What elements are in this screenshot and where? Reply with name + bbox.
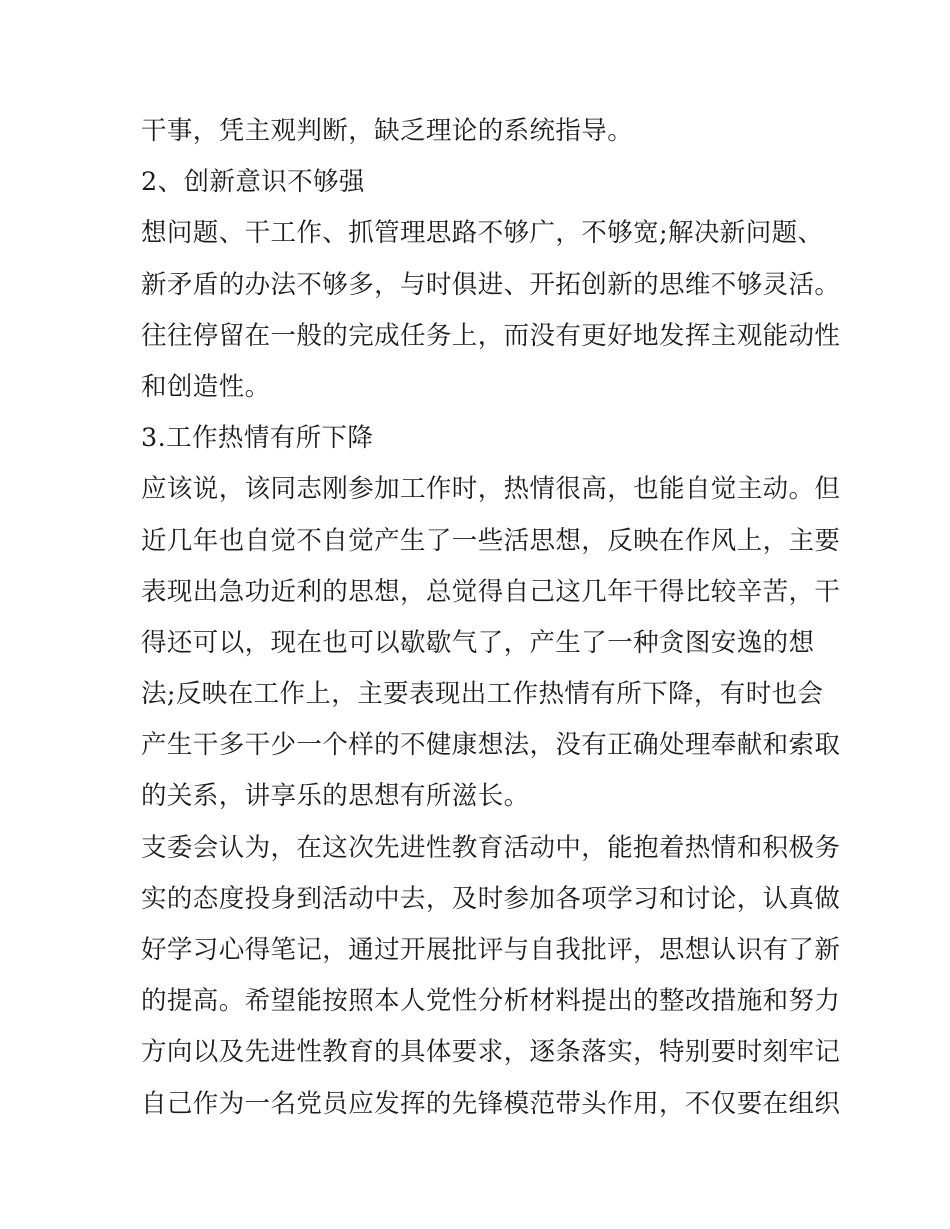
text-line: 和创造性。: [141, 371, 271, 402]
text-line: 的提高。希望能按照本人党性分析材料提出的整改措施和努力: [141, 986, 841, 1017]
text-line: 产生干多干少一个样的不健康想法，没有正确处理奉献和索取: [141, 730, 841, 761]
text-line: 往往停留在一般的完成任务上，而没有更好地发挥主观能动性: [141, 320, 841, 351]
text-line: 方向以及先进性教育的具体要求，逐条落实，特别要时刻牢记: [141, 1037, 841, 1068]
text-line: 实的态度投身到活动中去，及时参加各项学习和讨论，认真做: [141, 883, 841, 914]
text-line: 干事，凭主观判断，缺乏理论的系统指导。: [141, 116, 634, 146]
text-line: 得还可以，现在也可以歇歇气了，产生了一种贪图安逸的想: [141, 627, 815, 658]
text-line: 自己作为一名党员应发挥的先锋模范带头作用，不仅要在组织: [141, 1088, 841, 1119]
section-heading: 3.工作热情有所下降: [141, 423, 374, 454]
document-body: [141, 106, 841, 1130]
text-line: 法;反映在工作上，主要表现出工作热情有所下降，有时也会: [141, 679, 824, 710]
text-line: 应该说，该同志刚参加工作时，热情很高，也能自觉主动。但: [141, 474, 841, 505]
text-line: 支委会认为，在这次先进性教育活动中，能抱着热情和积极务: [141, 832, 841, 863]
text-line: 新矛盾的办法不够多，与时俱进、开拓创新的思维不够灵活。: [141, 269, 841, 300]
text-line: 近几年也自觉不自觉产生了一些活思想，反映在作风上，主要: [141, 525, 841, 556]
text-line: 想问题、干工作、抓管理思路不够广，不够宽;解决新问题、: [141, 218, 824, 249]
section-heading: 2、创新意识不够强: [141, 167, 365, 198]
text-line: 的关系，讲享乐的思想有所滋长。: [141, 781, 530, 812]
text-line: 表现出急功近利的思想，总觉得自己这几年干得比较辛苦，干: [141, 576, 841, 607]
text-line: 好学习心得笔记，通过开展批评与自我批评，思想认识有了新: [141, 935, 841, 965]
